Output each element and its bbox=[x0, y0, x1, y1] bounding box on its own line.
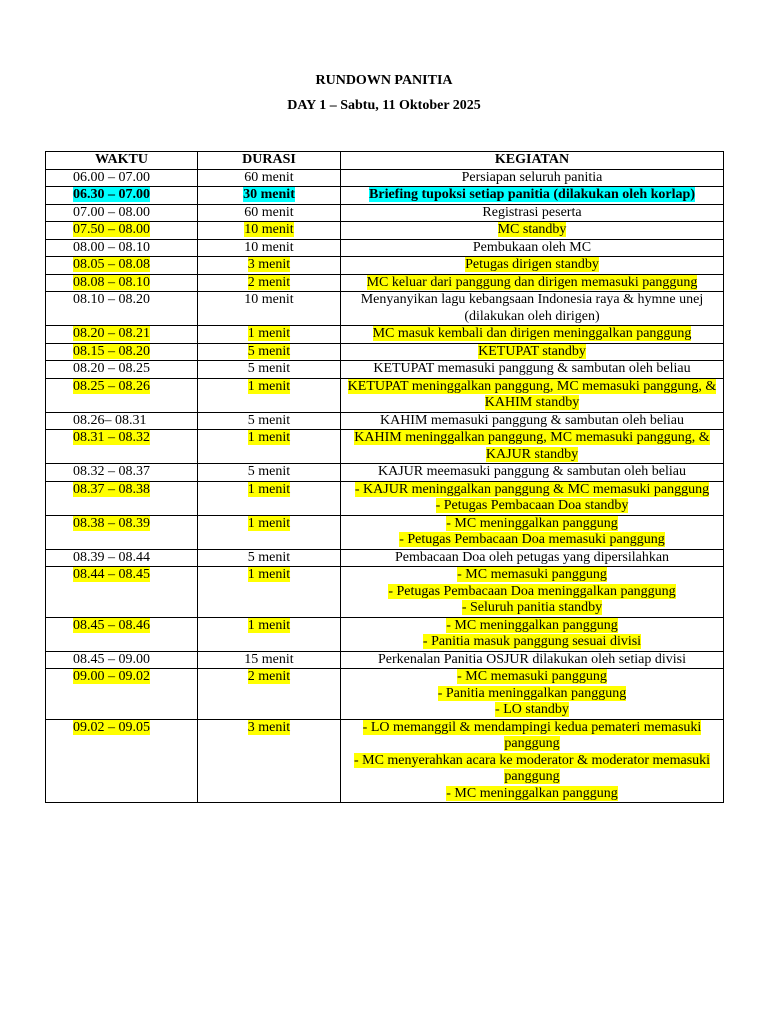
cell-waktu: 08.08 – 08.10 bbox=[46, 274, 198, 292]
cell-durasi: 1 menit bbox=[198, 378, 341, 412]
table-row bbox=[46, 617, 724, 651]
kegiatan-line: - Panitia masuk panggung sesuai divisi bbox=[422, 634, 642, 649]
cell-durasi: 3 menit bbox=[198, 257, 341, 275]
cell-durasi: 1 menit bbox=[198, 430, 341, 464]
table-row bbox=[46, 292, 724, 326]
header-waktu: WAKTU bbox=[46, 152, 198, 170]
kegiatan-line: KETUPAT meninggalkan panggung, MC memasuki panggung, & KAHIM standby bbox=[347, 378, 717, 410]
kegiatan-line: Pembukaan oleh MC bbox=[472, 239, 592, 255]
cell-kegiatan bbox=[341, 222, 724, 240]
cell-durasi: 30 menit bbox=[198, 187, 341, 205]
kegiatan-line: - LO standby bbox=[495, 702, 569, 717]
kegiatan-line: - MC menyerahkan acara ke moderator & moderator memasuki panggung bbox=[353, 752, 711, 784]
cell-waktu: 08.39 – 08.44 bbox=[46, 549, 198, 567]
kegiatan-line: - Petugas Pembacaan Doa memasuki panggung bbox=[399, 532, 665, 547]
cell-waktu: 08.25 – 08.26 bbox=[46, 378, 198, 412]
table-row bbox=[46, 204, 724, 222]
cell-kegiatan bbox=[341, 292, 724, 326]
cell-durasi: 1 menit bbox=[198, 515, 341, 549]
kegiatan-line: KETUPAT standby bbox=[478, 343, 586, 359]
table-row bbox=[46, 169, 724, 187]
table-row bbox=[46, 412, 724, 430]
cell-kegiatan bbox=[341, 378, 724, 412]
cell-waktu: 08.05 – 08.08 bbox=[46, 257, 198, 275]
kegiatan-line: KAJUR meemasuki panggung & sambutan oleh beliau bbox=[378, 464, 686, 479]
kegiatan-line: Persiapan seluruh panitia bbox=[461, 169, 603, 185]
table-row bbox=[46, 464, 724, 482]
cell-waktu: 08.20 – 08.21 bbox=[46, 326, 198, 344]
cell-waktu: 08.45 – 08.46 bbox=[46, 617, 198, 651]
table-row bbox=[46, 222, 724, 240]
kegiatan-line: KAHIM meninggalkan panggung, MC memasuki panggung, & KAJUR standby bbox=[354, 430, 710, 462]
kegiatan-line: Perkenalan Panitia OSJUR dilakukan oleh setiap divisi bbox=[378, 651, 686, 667]
cell-durasi: 1 menit bbox=[198, 481, 341, 515]
cell-kegiatan bbox=[341, 617, 724, 651]
table-row bbox=[46, 187, 724, 205]
cell-waktu: 08.38 – 08.39 bbox=[46, 515, 198, 549]
kegiatan-line: KAHIM memasuki panggung & sambutan oleh beliau bbox=[379, 412, 685, 428]
cell-waktu: 08.31 – 08.32 bbox=[46, 430, 198, 464]
kegiatan-line: - MC memasuki panggung bbox=[457, 567, 607, 582]
cell-durasi: 5 menit bbox=[198, 412, 341, 430]
cell-waktu: 08.15 – 08.20 bbox=[46, 343, 198, 361]
cell-waktu: 08.45 – 09.00 bbox=[46, 651, 198, 669]
cell-durasi: 5 menit bbox=[198, 549, 341, 567]
kegiatan-line: Petugas dirigen standby bbox=[465, 257, 599, 272]
table-row bbox=[46, 549, 724, 567]
kegiatan-line: KETUPAT memasuki panggung & sambutan oleh beliau bbox=[373, 361, 691, 376]
table-row bbox=[46, 326, 724, 344]
kegiatan-line: - MC memasuki panggung bbox=[457, 669, 607, 684]
kegiatan-line: MC masuk kembali dan dirigen meninggalkan panggung bbox=[372, 326, 692, 341]
cell-waktu: 08.10 – 08.20 bbox=[46, 292, 198, 326]
kegiatan-line: MC standby bbox=[497, 222, 567, 237]
cell-kegiatan bbox=[341, 567, 724, 618]
cell-kegiatan bbox=[341, 187, 724, 205]
document-subtitle: DAY 1 – Sabtu, 11 Oktober 2025 bbox=[287, 98, 481, 113]
cell-kegiatan bbox=[341, 361, 724, 379]
table-row bbox=[46, 567, 724, 618]
cell-kegiatan bbox=[341, 430, 724, 464]
cell-durasi: 5 menit bbox=[198, 361, 341, 379]
cell-durasi: 2 menit bbox=[198, 274, 341, 292]
kegiatan-line: - Panitia meninggalkan panggung bbox=[437, 685, 627, 701]
kegiatan-line: MC keluar dari panggung dan dirigen memasuki panggung bbox=[366, 274, 698, 290]
cell-waktu: 06.30 – 07.00 bbox=[46, 187, 198, 205]
kegiatan-line: Pembacaan Doa oleh petugas yang dipersilahkan bbox=[394, 549, 670, 565]
cell-waktu: 08.44 – 08.45 bbox=[46, 567, 198, 618]
kegiatan-line: - Petugas Pembacaan Doa standby bbox=[435, 498, 629, 513]
table-row bbox=[46, 378, 724, 412]
cell-waktu: 08.26– 08.31 bbox=[46, 412, 198, 430]
kegiatan-line: - LO memanggil & mendampingi kedua pemateri memasuki panggung bbox=[362, 719, 702, 751]
table-row bbox=[46, 481, 724, 515]
cell-kegiatan bbox=[341, 257, 724, 275]
header-kegiatan: KEGIATAN bbox=[341, 152, 724, 170]
cell-kegiatan bbox=[341, 169, 724, 187]
cell-kegiatan bbox=[341, 719, 724, 803]
table-row bbox=[46, 274, 724, 292]
table-row bbox=[46, 361, 724, 379]
cell-durasi: 1 menit bbox=[198, 617, 341, 651]
cell-kegiatan bbox=[341, 464, 724, 482]
cell-kegiatan bbox=[341, 239, 724, 257]
cell-kegiatan bbox=[341, 412, 724, 430]
cell-kegiatan bbox=[341, 515, 724, 549]
table-row bbox=[46, 343, 724, 361]
cell-durasi: 2 menit bbox=[198, 669, 341, 720]
document-title: RUNDOWN PANITIA bbox=[315, 73, 453, 88]
cell-waktu: 06.00 – 07.00 bbox=[46, 169, 198, 187]
cell-kegiatan bbox=[341, 204, 724, 222]
rundown-table bbox=[45, 151, 724, 803]
cell-waktu: 07.00 – 08.00 bbox=[46, 204, 198, 222]
kegiatan-line: - MC meninggalkan panggung bbox=[446, 617, 618, 633]
cell-waktu: 08.32 – 08.37 bbox=[46, 464, 198, 482]
cell-waktu: 07.50 – 08.00 bbox=[46, 222, 198, 240]
cell-kegiatan bbox=[341, 651, 724, 669]
table-row bbox=[46, 669, 724, 720]
cell-kegiatan bbox=[341, 669, 724, 720]
cell-durasi: 10 menit bbox=[198, 222, 341, 240]
cell-durasi: 10 menit bbox=[198, 292, 341, 326]
cell-durasi: 10 menit bbox=[198, 239, 341, 257]
cell-durasi: 1 menit bbox=[198, 567, 341, 618]
kegiatan-line: Menyanyikan lagu kebangsaan Indonesia raya & hymne unej (dilakukan oleh dirigen) bbox=[360, 292, 704, 324]
kegiatan-line: Briefing tupoksi setiap panitia (dilakukan oleh korlap) bbox=[369, 187, 695, 202]
cell-kegiatan bbox=[341, 274, 724, 292]
cell-kegiatan bbox=[341, 326, 724, 344]
table-row bbox=[46, 515, 724, 549]
cell-kegiatan bbox=[341, 481, 724, 515]
cell-durasi: 60 menit bbox=[198, 169, 341, 187]
kegiatan-line: Registrasi peserta bbox=[482, 204, 582, 220]
kegiatan-line: - Petugas Pembacaan Doa meninggalkan panggung bbox=[388, 583, 676, 599]
cell-durasi: 60 menit bbox=[198, 204, 341, 222]
cell-waktu: 08.37 – 08.38 bbox=[46, 481, 198, 515]
cell-kegiatan bbox=[341, 343, 724, 361]
table-row bbox=[46, 430, 724, 464]
cell-durasi: 3 menit bbox=[198, 719, 341, 803]
header-durasi: DURASI bbox=[198, 152, 341, 170]
cell-durasi: 15 menit bbox=[198, 651, 341, 669]
cell-waktu: 09.00 – 09.02 bbox=[46, 669, 198, 720]
kegiatan-line: - KAJUR meninggalkan panggung & MC memasuki panggung bbox=[354, 481, 710, 497]
table-row bbox=[46, 257, 724, 275]
kegiatan-line: - Seluruh panitia standby bbox=[461, 600, 603, 615]
cell-durasi: 1 menit bbox=[198, 326, 341, 344]
table-row bbox=[46, 719, 724, 803]
cell-kegiatan bbox=[341, 549, 724, 567]
table-row bbox=[46, 239, 724, 257]
table-header-row bbox=[46, 152, 724, 170]
cell-waktu: 09.02 – 09.05 bbox=[46, 719, 198, 803]
table-row bbox=[46, 651, 724, 669]
cell-waktu: 08.00 – 08.10 bbox=[46, 239, 198, 257]
cell-durasi: 5 menit bbox=[198, 343, 341, 361]
cell-durasi: 5 menit bbox=[198, 464, 341, 482]
kegiatan-line: - MC meninggalkan panggung bbox=[446, 515, 618, 531]
kegiatan-line: - MC meninggalkan panggung bbox=[446, 785, 618, 801]
cell-waktu: 08.20 – 08.25 bbox=[46, 361, 198, 379]
